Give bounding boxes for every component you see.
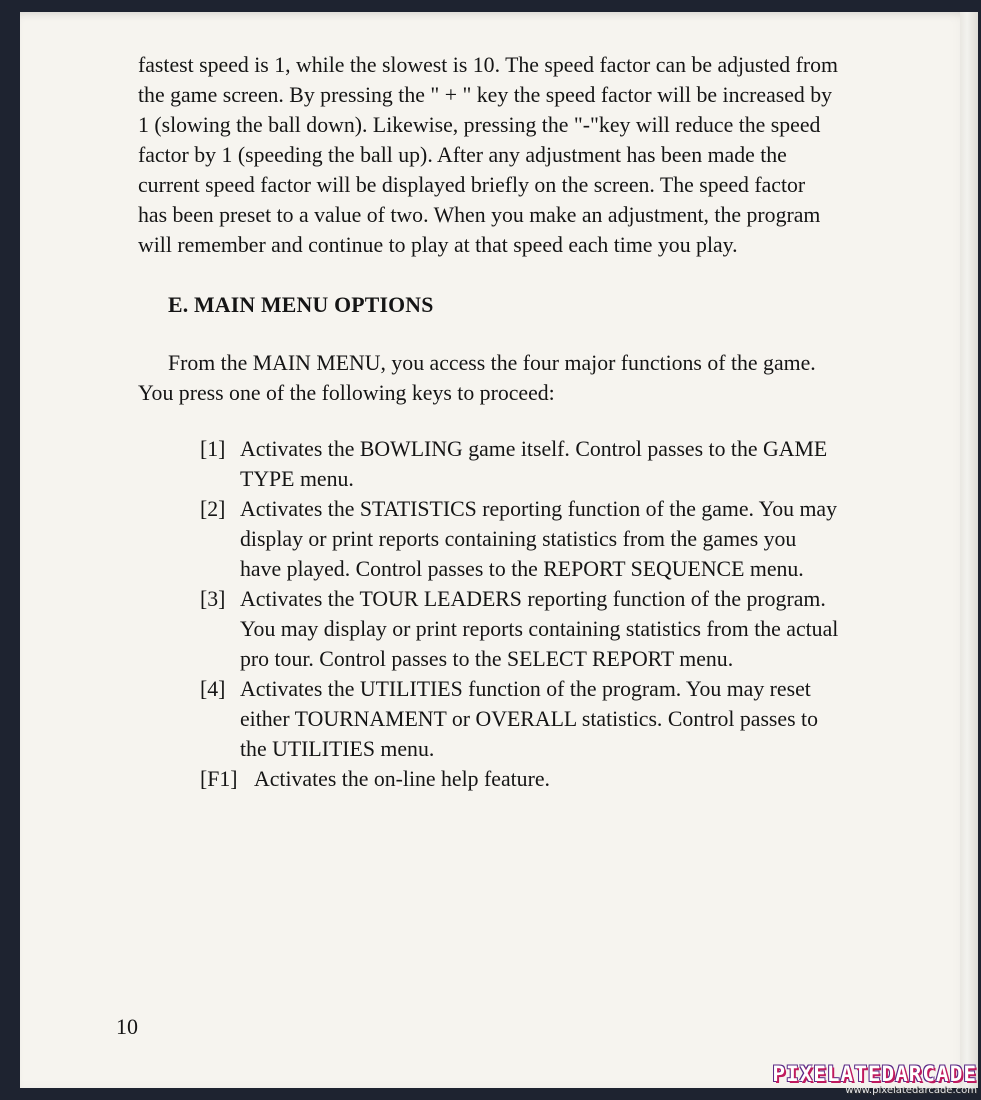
option-key: [F1] xyxy=(200,767,238,791)
option-key: [1] xyxy=(200,437,226,461)
main-menu-paragraph: From the MAIN MENU, you access the four major functions of the game. You press one of the following keys to proceed: xyxy=(138,351,816,405)
page-edge xyxy=(960,12,978,1088)
option-3 xyxy=(200,584,840,674)
page-body xyxy=(138,50,838,794)
section-heading: E. MAIN MENU OPTIONS xyxy=(168,293,434,317)
watermark xyxy=(772,1063,977,1096)
page-number: 10 xyxy=(116,1014,138,1039)
option-f1 xyxy=(200,764,840,794)
option-key: [3] xyxy=(200,587,226,611)
option-4 xyxy=(200,674,840,764)
option-key: [4] xyxy=(200,677,226,701)
intro-paragraph: fastest speed is 1, while the slowest is 10. The speed factor can be adjusted from the game screen. By pressing the " + " key the speed factor will be increased by 1 (slowing the ball down). Likewise, pressing the "-"key will reduce the speed factor by 1 (speeding the ball up). After any adjustment has been made the current speed factor will be displayed briefly on the screen. The speed factor has been preset to a value of two. When you make an adjustment, the program will remember and continue to play at that speed each time you play. xyxy=(138,53,838,257)
document-page xyxy=(20,12,978,1088)
option-2 xyxy=(200,494,840,584)
watermark-url: www.pixelatedarcade.com xyxy=(845,1085,977,1096)
option-text: Activates the TOUR LEADERS reporting function of the program. You may display or print reports containing statistics from the actual pro tour. Control passes to the SELECT REPORT menu. xyxy=(240,587,839,671)
watermark-logo: PIXELATEDARCADE xyxy=(772,1062,977,1086)
option-key: [2] xyxy=(200,497,226,521)
option-text: Activates the on-line help feature. xyxy=(254,767,550,791)
option-text: Activates the BOWLING game itself. Control passes to the GAME TYPE menu. xyxy=(240,437,828,491)
option-1 xyxy=(200,434,840,494)
option-text: Activates the UTILITIES function of the program. You may reset either TOURNAMENT or OVERALL statistics. Control passes to the UTILITIES menu. xyxy=(240,677,818,761)
option-text: Activates the STATISTICS reporting function of the game. You may display or print reports containing statistics from the games you have played. Control passes to the REPORT SEQUENCE menu. xyxy=(240,497,837,581)
menu-options-list xyxy=(200,434,840,794)
